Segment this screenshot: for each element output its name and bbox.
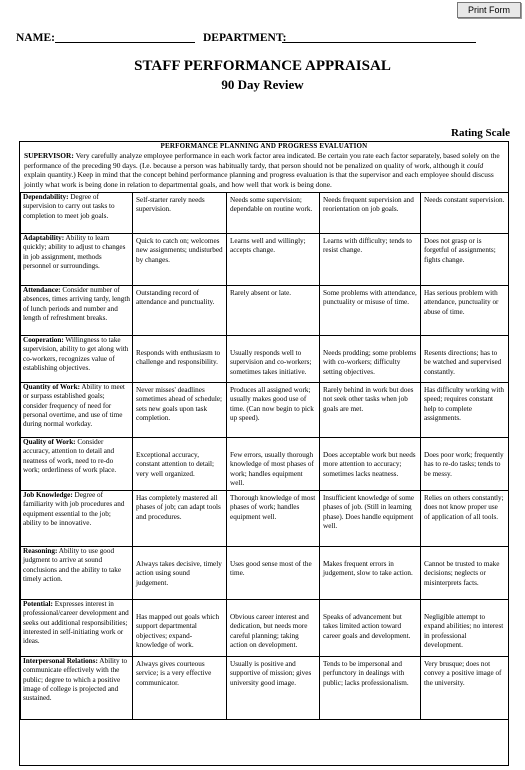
criteria-name: Attendance: bbox=[23, 286, 61, 294]
rating-option-2[interactable]: Produces all assigned work; usually makes good use of time. (Can now begin to pick up speed). bbox=[227, 383, 320, 438]
supervisor-emphasis: could bbox=[466, 160, 484, 170]
rating-option-4[interactable]: Has difficulty working with speed; requires constant help to complete assignments. bbox=[421, 383, 509, 438]
criteria-row bbox=[21, 193, 509, 234]
rating-option-3[interactable]: Rarely behind in work but does not seek other tasks when job goals are met. bbox=[320, 383, 421, 438]
rating-option-3[interactable]: Needs frequent supervision and reorientation on job goals. bbox=[320, 193, 421, 234]
rating-option-4[interactable]: Negligible attempt to expand abilities; no interest in professional development. bbox=[421, 600, 509, 657]
rating-option-2[interactable]: Obvious career interest and dedication, but needs more careful planning; taking action on development. bbox=[227, 600, 320, 657]
department-label: DEPARTMENT: bbox=[203, 32, 287, 44]
rating-option-2[interactable]: Few errors, usually thorough knowledge of most phases of work; handles equipment well. bbox=[227, 438, 320, 491]
rating-option-4[interactable]: Very brusque; does not convey a positive image of the university. bbox=[421, 657, 509, 720]
criteria-row bbox=[21, 438, 509, 491]
criteria-name: Interpersonal Relations: bbox=[23, 657, 98, 665]
supervisor-text-2: explain quantity.) Keep in mind that the concept behind performance planning and progress evaluation is that the supervisor and each employee should discuss jointly what work is being done in relation to departmental goals, and how well that work is being done. bbox=[24, 170, 494, 189]
criteria-cell bbox=[21, 234, 133, 286]
criteria-cell bbox=[21, 193, 133, 234]
criteria-cell bbox=[21, 547, 133, 600]
criteria-row bbox=[21, 383, 509, 438]
rating-option-4[interactable]: Has serious problem with attendance, punctuality or abuse of time. bbox=[421, 286, 509, 336]
criteria-row bbox=[21, 234, 509, 286]
criteria-name: Potential: bbox=[23, 600, 53, 608]
criteria-name: Quantity of Work: bbox=[23, 383, 80, 391]
name-label: NAME: bbox=[16, 32, 55, 44]
rating-option-2[interactable]: Thorough knowledge of most phases of work; handles equipment well. bbox=[227, 491, 320, 547]
rating-option-3[interactable]: Speaks of advancement but takes limited action toward career goals and development. bbox=[320, 600, 421, 657]
rating-option-1[interactable]: Quick to catch on; welcomes new assignments; undisturbed by changes. bbox=[133, 234, 227, 286]
criteria-cell bbox=[21, 383, 133, 438]
rating-option-1[interactable]: Always takes decisive, timely action using sound judgement. bbox=[133, 547, 227, 600]
rating-option-2[interactable]: Needs some supervision; dependable on routine work. bbox=[227, 193, 320, 234]
criteria-name: Job Knowledge: bbox=[23, 491, 73, 499]
criteria-name: Cooperation: bbox=[23, 336, 64, 344]
criteria-cell bbox=[21, 657, 133, 720]
page-subtitle: 90 Day Review bbox=[221, 77, 304, 92]
rating-option-2[interactable]: Learns well and willingly; accepts change. bbox=[227, 234, 320, 286]
criteria-row bbox=[21, 547, 509, 600]
rating-option-3[interactable]: Makes frequent errors in judgement, slow to take action. bbox=[320, 547, 421, 600]
rating-option-4[interactable]: Cannot be trusted to make decisions; neglects or misinterprets facts. bbox=[421, 547, 509, 600]
rating-option-3[interactable]: Some problems with attendance, punctuality or misuse of time. bbox=[320, 286, 421, 336]
rating-option-2[interactable]: Usually is positive and supportive of mission; gives university good image. bbox=[227, 657, 320, 720]
rating-option-3[interactable]: Needs prodding; some problems with co-workers; difficulty setting objectives. bbox=[320, 336, 421, 383]
name-department-row bbox=[16, 30, 516, 44]
rating-table bbox=[20, 192, 509, 720]
rating-option-1[interactable]: Never misses' deadlines sometimes ahead of schedule; sets new goals upon task completion. bbox=[133, 383, 227, 438]
criteria-name: Quality of Work: bbox=[23, 438, 76, 446]
criteria-cell bbox=[21, 438, 133, 491]
rating-option-1[interactable]: Exceptional accuracy, constant attention to detail; very well organized. bbox=[133, 438, 227, 491]
section-title: PERFORMANCE PLANNING AND PROGRESS EVALUATION bbox=[160, 142, 368, 150]
rating-option-2[interactable]: Usually responds well to supervision and co-workers; sometimes takes initiative. bbox=[227, 336, 320, 383]
rating-option-1[interactable]: Outstanding record of attendance and punctuality. bbox=[133, 286, 227, 336]
rating-option-1[interactable]: Has mapped out goals which support departmental objectives; expand-knowledge of work. bbox=[133, 600, 227, 657]
rating-option-3[interactable]: Does acceptable work but needs more attention to accuracy; sometimes lacks neatness. bbox=[320, 438, 421, 491]
supervisor-label: SUPERVISOR: bbox=[24, 151, 74, 160]
criteria-name: Reasoning: bbox=[23, 547, 58, 555]
rating-option-4[interactable]: Does poor work; frequently has to re-do tasks; tends to be messy. bbox=[421, 438, 509, 491]
criteria-name: Adaptability: bbox=[23, 234, 65, 242]
criteria-description: Ability to meet or surpass established goals; consider frequency of need for personal overtime, and use of time during normal workday. bbox=[23, 383, 125, 429]
rating-option-1[interactable]: Always gives courteous service; is a very effective communicator. bbox=[133, 657, 227, 720]
print-form-button[interactable]: Print Form bbox=[457, 2, 521, 18]
rating-option-1[interactable]: Has completely mastered all phases of job; can adapt tools and procedures. bbox=[133, 491, 227, 547]
supervisor-text-1: Very carefully analyze employee performance in each work factor area indicated. Be certain you rate each factor separately, based solely on the performance of the preceding 90 days. (I.e. because a person was habitually tardy, that person should not be penalized on quality of work, although it bbox=[24, 151, 500, 170]
criteria-description: Ability to communicate effectively with the public; degree to which a positive image of college is projected and sustained. bbox=[23, 657, 128, 703]
criteria-cell bbox=[21, 336, 133, 383]
rating-option-2[interactable]: Rarely absent or late. bbox=[227, 286, 320, 336]
criteria-row bbox=[21, 286, 509, 336]
criteria-description: Degree of familiarity with job procedures and equipment essential to the job; ability to be innovative. bbox=[23, 491, 125, 527]
criteria-cell bbox=[21, 600, 133, 657]
criteria-row bbox=[21, 491, 509, 547]
criteria-description: Willingness to take supervision, ability to get along with co-workers, recognizes value of establishing objectives. bbox=[23, 336, 129, 372]
rating-option-4[interactable]: Resents directions; has to be watched and supervised constantly. bbox=[421, 336, 509, 383]
criteria-row bbox=[21, 336, 509, 383]
rating-option-4[interactable]: Does not grasp or is forgetful of assignments; fights change. bbox=[421, 234, 509, 286]
rating-option-4[interactable]: Relies on others constantly; does not know proper use of application of all tools. bbox=[421, 491, 509, 547]
rating-scale-label: Rating Scale bbox=[451, 127, 510, 139]
criteria-cell bbox=[21, 491, 133, 547]
criteria-row bbox=[21, 600, 509, 657]
rating-option-1[interactable]: Self-starter rarely needs supervision. bbox=[133, 193, 227, 234]
criteria-name: Dependability: bbox=[23, 193, 69, 201]
rating-option-3[interactable]: Insufficient knowledge of some phases of job. (Still in learning phase). Does handle equipment well. bbox=[320, 491, 421, 547]
rating-option-2[interactable]: Uses good sense most of the time. bbox=[227, 547, 320, 600]
criteria-description: Degree of supervision to carry out tasks to completion to meet job goals. bbox=[23, 193, 115, 220]
department-field[interactable] bbox=[282, 42, 476, 43]
criteria-description: Expresses interest in professional/career development and seeks out additional responsibilities; interested in self-initiating work or ideas. bbox=[23, 600, 129, 646]
rating-option-3[interactable]: Learns with difficulty; tends to resist change. bbox=[320, 234, 421, 286]
criteria-row bbox=[21, 657, 509, 720]
supervisor-instructions bbox=[24, 151, 506, 189]
rating-option-3[interactable]: Tends to be impersonal and perfunctory in dealings with public; lacks professionalism. bbox=[320, 657, 421, 720]
rating-table-body bbox=[21, 193, 509, 720]
rating-option-1[interactable]: Responds with enthusiasm to challenge and responsibility. bbox=[133, 336, 227, 383]
criteria-cell bbox=[21, 286, 133, 336]
criteria-description: Ability to learn quickly; ability to adjust to changes in job assignment, methods personnel or surroundings. bbox=[23, 234, 126, 270]
page-title: STAFF PERFORMANCE APPRAISAL bbox=[134, 58, 391, 74]
name-field[interactable] bbox=[55, 42, 195, 43]
criteria-description: Ability to use good judgment to arrive at sound conclusions and the ability to take timely action. bbox=[23, 547, 122, 583]
rating-option-4[interactable]: Needs constant supervision. bbox=[421, 193, 509, 234]
criteria-description: Consider accuracy, attention to detail and neatness of work, need to re-do work; orderliness of work place. bbox=[23, 438, 117, 474]
criteria-description: Consider number of absences, times arriving tardy, length of lunch periods and number and length of refreshment breaks. bbox=[23, 286, 130, 322]
